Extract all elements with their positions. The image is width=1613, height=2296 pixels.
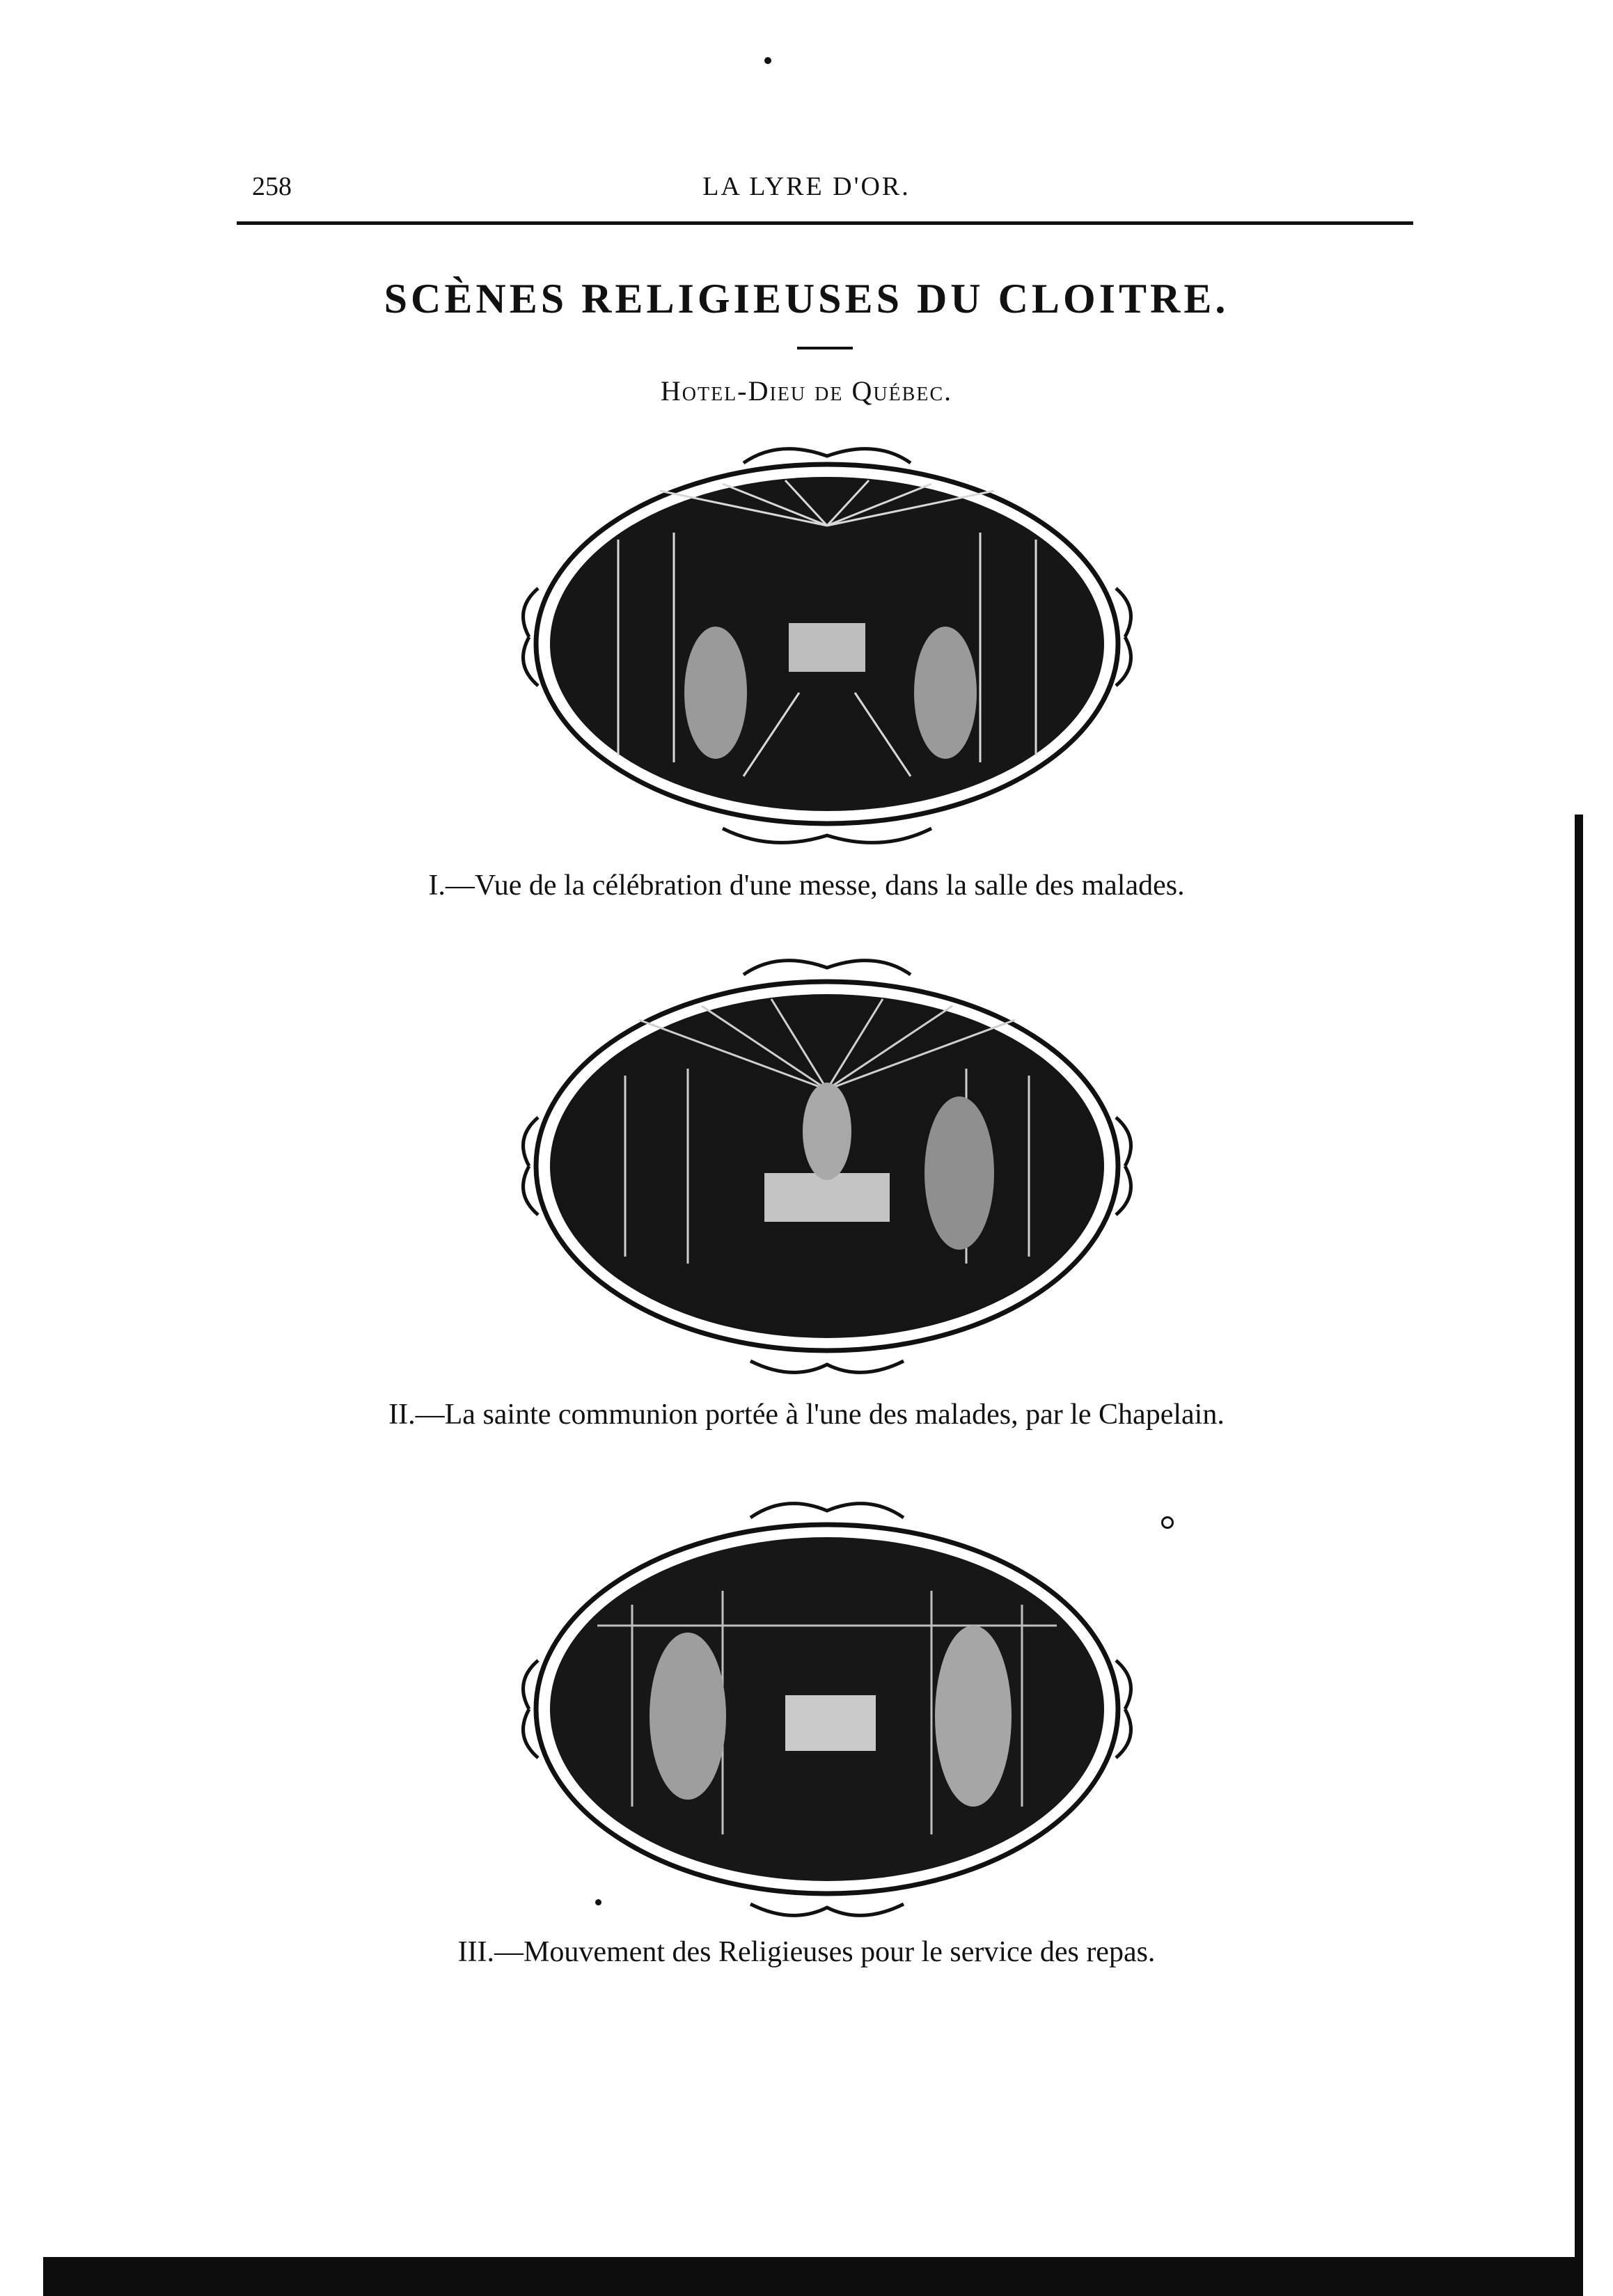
- engraving-nuns-serving-meals: [514, 1486, 1140, 1932]
- title-divider: [797, 347, 853, 349]
- plate-caption-1: I.—Vue de la célébration d'une messe, dans la salle des malades.: [428, 870, 1185, 902]
- running-title: LA LYRE D'OR.: [702, 172, 911, 201]
- oval-engraving-1: [514, 428, 1140, 860]
- plate-caption-3: III.—Mouvement des Religieuses pour le service des repas.: [457, 1936, 1156, 1968]
- page-number: 258: [252, 172, 292, 201]
- oval-engraving-2: [514, 943, 1140, 1389]
- plate-caption-2: II.—La sainte communion portée à l'une des malades, par le Chapelain.: [388, 1399, 1225, 1431]
- scan-edge-bottom: [43, 2257, 1578, 2296]
- scan-speck: [595, 1899, 601, 1905]
- engraving-mass-in-ward: [514, 428, 1140, 860]
- header-rule: [237, 221, 1413, 225]
- scan-edge-right: [1575, 815, 1583, 2296]
- scan-speck: [764, 57, 771, 64]
- scan-speck: [1161, 1516, 1174, 1529]
- engraving-communion-to-patient: [514, 943, 1140, 1389]
- page-subtitle: Hotel-Dieu de Québec.: [660, 375, 953, 407]
- page-title: SCÈNES RELIGIEUSES DU CLOITRE.: [384, 276, 1229, 322]
- oval-engraving-3: [514, 1486, 1140, 1932]
